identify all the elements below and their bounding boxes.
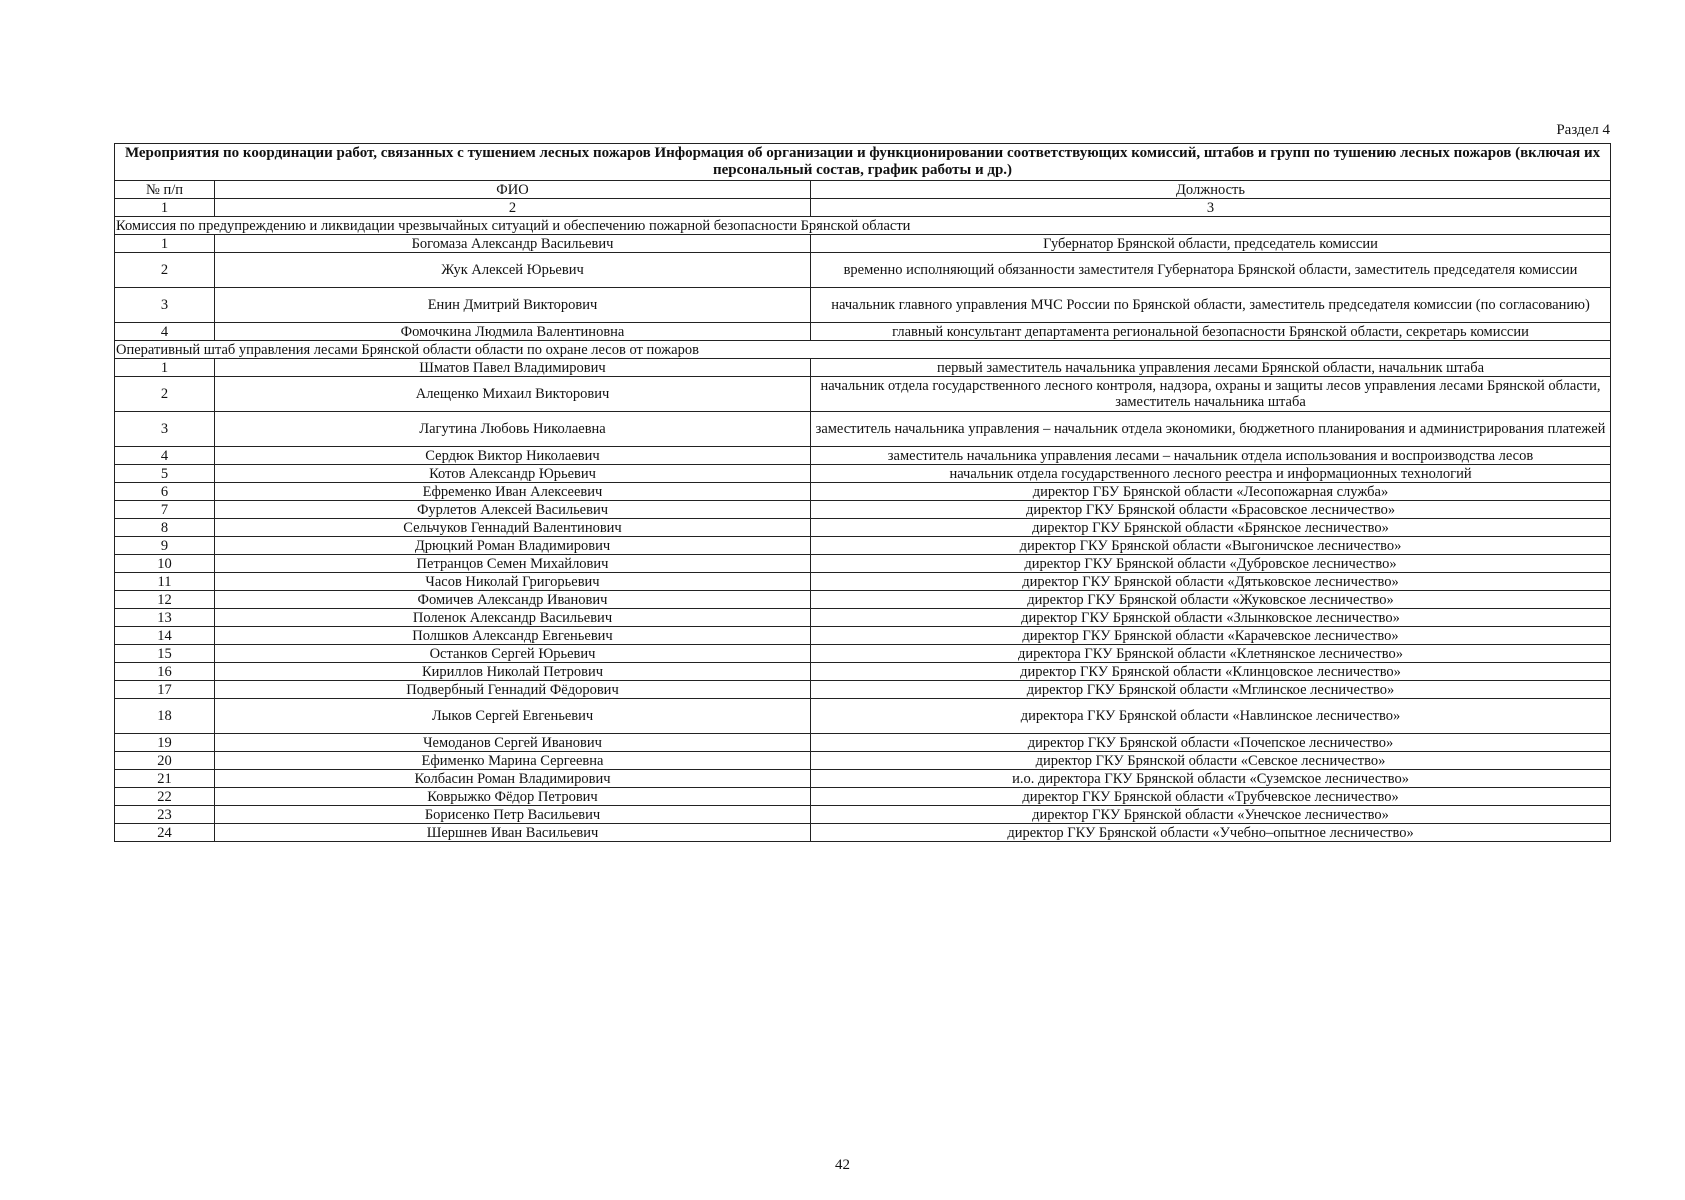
person-position: директора ГКУ Брянской области «Клетнянское лесничество» [811, 645, 1611, 663]
table-row [115, 824, 1611, 842]
row-number: 3 [115, 412, 215, 447]
row-number: 7 [115, 501, 215, 519]
row-number: 22 [115, 788, 215, 806]
person-position: временно исполняющий обязанности заместителя Губернатора Брянской области, заместитель председателя комиссии [811, 253, 1611, 288]
person-name: Фомочкина Людмила Валентиновна [215, 323, 811, 341]
row-number: 4 [115, 447, 215, 465]
row-number: 11 [115, 573, 215, 591]
table-row [115, 806, 1611, 824]
person-name: Чемоданов Сергей Иванович [215, 734, 811, 752]
person-position: Губернатор Брянской области, председатель комиссии [811, 235, 1611, 253]
person-name: Шматов Павел Владимирович [215, 359, 811, 377]
row-number: 24 [115, 824, 215, 842]
person-name: Ефременко Иван Алексеевич [215, 483, 811, 501]
table-row [115, 663, 1611, 681]
table-row [115, 253, 1611, 288]
person-name: Поленок Александр Васильевич [215, 609, 811, 627]
table-row [115, 591, 1611, 609]
person-position: директор ГКУ Брянской области «Трубчевское лесничество» [811, 788, 1611, 806]
person-name: Кириллов Николай Петрович [215, 663, 811, 681]
table-row [115, 359, 1611, 377]
person-position: директор ГКУ Брянской области «Жуковское лесничество» [811, 591, 1611, 609]
table-row [115, 519, 1611, 537]
person-name: Петранцов Семен Михайлович [215, 555, 811, 573]
table-row [115, 770, 1611, 788]
person-name: Шершнев Иван Васильевич [215, 824, 811, 842]
table-row [115, 734, 1611, 752]
table-row [115, 788, 1611, 806]
person-position: директор ГКУ Брянской области «Севское лесничество» [811, 752, 1611, 770]
person-name: Сельчуков Геннадий Валентинович [215, 519, 811, 537]
person-name: Борисенко Петр Васильевич [215, 806, 811, 824]
person-position: начальник отдела государственного лесного реестра и информационных технологий [811, 465, 1611, 483]
row-number: 6 [115, 483, 215, 501]
person-name: Котов Александр Юрьевич [215, 465, 811, 483]
person-position: главный консультант департамента региональной безопасности Брянской области, секретарь комиссии [811, 323, 1611, 341]
row-number: 5 [115, 465, 215, 483]
table-row [115, 483, 1611, 501]
person-name: Колбасин Роман Владимирович [215, 770, 811, 788]
table-row [115, 555, 1611, 573]
row-number: 8 [115, 519, 215, 537]
person-name: Коврыжко Фёдор Петрович [215, 788, 811, 806]
row-number: 20 [115, 752, 215, 770]
person-name: Богомаза Александр Васильевич [215, 235, 811, 253]
person-position: заместитель начальника управления лесами – начальник отдела использования и воспроизводства лесов [811, 447, 1611, 465]
row-number: 13 [115, 609, 215, 627]
group-title: Оперативный штаб управления лесами Брянской области области по охране лесов от пожаров [115, 341, 1611, 359]
table-row [115, 537, 1611, 555]
table-row [115, 412, 1611, 447]
person-position: директор ГКУ Брянской области «Выгоничское лесничество» [811, 537, 1611, 555]
person-name: Фомичев Александр Иванович [215, 591, 811, 609]
personnel-table [114, 143, 1611, 842]
table-row [115, 501, 1611, 519]
person-name: Енин Дмитрий Викторович [215, 288, 811, 323]
person-position: начальник отдела государственного лесного контроля, надзора, охраны и защиты лесов управления лесами Брянской области, заместитель начальника штаба [811, 377, 1611, 412]
column-number-2: 2 [215, 199, 811, 217]
row-number: 16 [115, 663, 215, 681]
table-row [115, 681, 1611, 699]
person-name: Дрюцкий Роман Владимирович [215, 537, 811, 555]
person-position: директора ГКУ Брянской области «Навлинское лесничество» [811, 699, 1611, 734]
person-position: директор ГКУ Брянской области «Брянское лесничество» [811, 519, 1611, 537]
table-row [115, 699, 1611, 734]
table-row [115, 573, 1611, 591]
person-position: и.о. директора ГКУ Брянской области «Суземское лесничество» [811, 770, 1611, 788]
page-number: 42 [835, 1157, 850, 1173]
table-row [115, 752, 1611, 770]
row-number: 2 [115, 377, 215, 412]
row-number: 18 [115, 699, 215, 734]
person-name: Фурлетов Алексей Васильевич [215, 501, 811, 519]
person-position: директор ГКУ Брянской области «Почепское лесничество» [811, 734, 1611, 752]
person-position: директор ГКУ Брянской области «Унечское лесничество» [811, 806, 1611, 824]
row-number: 9 [115, 537, 215, 555]
group-row [115, 341, 1611, 359]
table-row [115, 645, 1611, 663]
person-name: Алещенко Михаил Викторович [215, 377, 811, 412]
person-position: директор ГКУ Брянской области «Клинцовское лесничество» [811, 663, 1611, 681]
table-row [115, 323, 1611, 341]
row-number: 10 [115, 555, 215, 573]
group-row [115, 217, 1611, 235]
table-row [115, 609, 1611, 627]
row-number: 1 [115, 359, 215, 377]
person-name: Сердюк Виктор Николаевич [215, 447, 811, 465]
person-position: директор ГКУ Брянской области «Карачевское лесничество» [811, 627, 1611, 645]
person-position: директор ГКУ Брянской области «Злынковское лесничество» [811, 609, 1611, 627]
table-row [115, 288, 1611, 323]
row-number: 19 [115, 734, 215, 752]
person-position: директор ГКУ Брянской области «Брасовское лесничество» [811, 501, 1611, 519]
person-name: Останков Сергей Юрьевич [215, 645, 811, 663]
person-name: Ефименко Марина Сергеевна [215, 752, 811, 770]
column-number-1: 1 [115, 199, 215, 217]
person-position: директор ГКУ Брянской области «Дятьковское лесничество» [811, 573, 1611, 591]
table-title-row [115, 144, 1611, 181]
person-position: директор ГКУ Брянской области «Дубровское лесничество» [811, 555, 1611, 573]
row-number: 1 [115, 235, 215, 253]
row-number: 17 [115, 681, 215, 699]
person-name: Лыков Сергей Евгеньевич [215, 699, 811, 734]
table-title: Мероприятия по координации работ, связанных с тушением лесных пожаров Информация об организации и функционировании соответствующих комиссий, штабов и групп по тушению лесных пожаров (включая их персональный состав, график работы и др.) [115, 144, 1611, 181]
row-number: 3 [115, 288, 215, 323]
person-name: Полшков Александр Евгеньевич [215, 627, 811, 645]
table-row [115, 627, 1611, 645]
row-number: 14 [115, 627, 215, 645]
header-name: ФИО [215, 181, 811, 199]
table-row [115, 465, 1611, 483]
row-number: 21 [115, 770, 215, 788]
column-number-3: 3 [811, 199, 1611, 217]
person-position: начальник главного управления МЧС России по Брянской области, заместитель председателя комиссии (по согласованию) [811, 288, 1611, 323]
person-position: директор ГКУ Брянской области «Мглинское лесничество» [811, 681, 1611, 699]
person-name: Подвербный Геннадий Фёдорович [215, 681, 811, 699]
section-label: Раздел 4 [1556, 122, 1610, 138]
table-row [115, 235, 1611, 253]
person-position: заместитель начальника управления – начальник отдела экономики, бюджетного планирования и администрирования платежей [811, 412, 1611, 447]
row-number: 12 [115, 591, 215, 609]
table-body [115, 144, 1611, 842]
person-name: Жук Алексей Юрьевич [215, 253, 811, 288]
header-position: Должность [811, 181, 1611, 199]
column-numbers-row [115, 199, 1611, 217]
row-number: 23 [115, 806, 215, 824]
person-position: директор ГБУ Брянской области «Лесопожарная служба» [811, 483, 1611, 501]
person-name: Лагутина Любовь Николаевна [215, 412, 811, 447]
table-row [115, 377, 1611, 412]
row-number: 15 [115, 645, 215, 663]
row-number: 2 [115, 253, 215, 288]
header-number: № п/п [115, 181, 215, 199]
person-position: первый заместитель начальника управления лесами Брянской области, начальник штаба [811, 359, 1611, 377]
group-title: Комиссия по предупреждению и ликвидации чрезвычайных ситуаций и обеспечению пожарной безопасности Брянской области [115, 217, 1611, 235]
table-row [115, 447, 1611, 465]
person-name: Часов Николай Григорьевич [215, 573, 811, 591]
person-position: директор ГКУ Брянской области «Учебно–опытное лесничество» [811, 824, 1611, 842]
table-header-row [115, 181, 1611, 199]
row-number: 4 [115, 323, 215, 341]
